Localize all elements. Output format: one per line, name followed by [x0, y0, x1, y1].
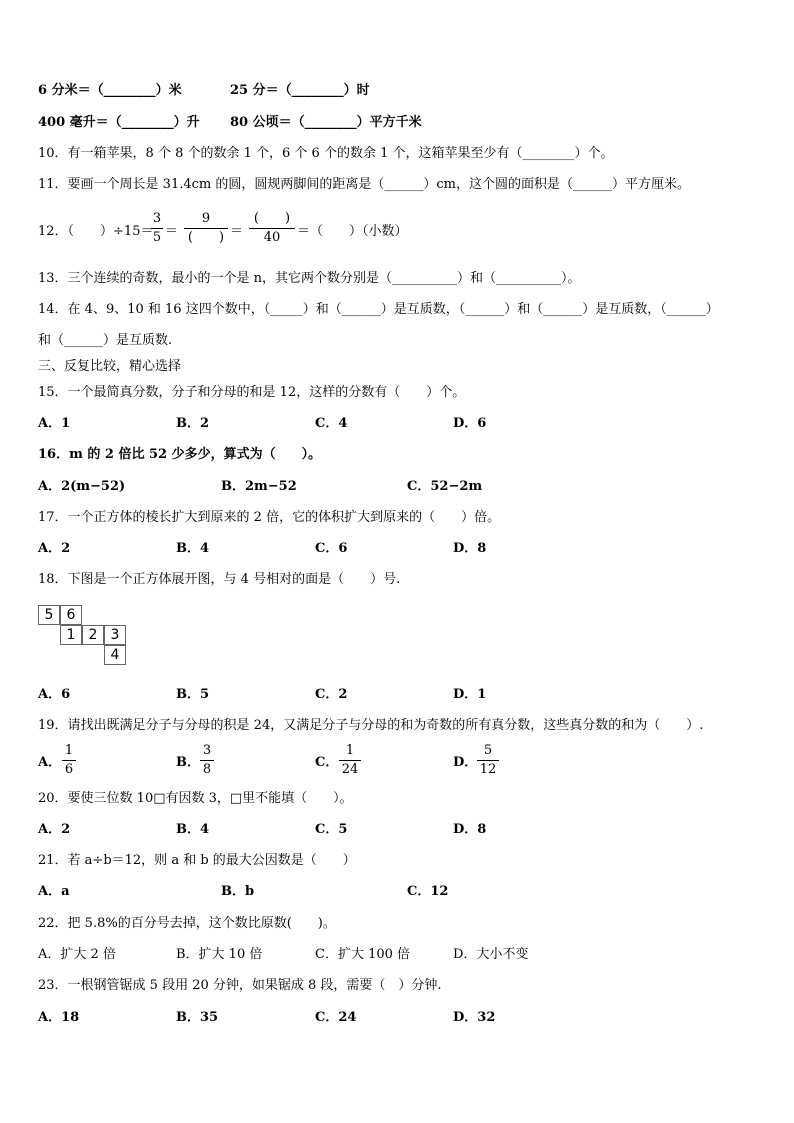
question-14-line-2: 和（______）是互质数.	[38, 333, 173, 348]
cube-face-6: 6	[60, 605, 82, 625]
q21-option-b: B．b	[221, 884, 255, 899]
question-19: 19．请找出既满足分子与分母的积是 24，又满足分子与分母的和为奇数的所有真分数，这些真分数的和为（ ）.	[38, 718, 704, 733]
q9-item-c: 400 毫升＝（________）升	[38, 115, 200, 130]
q18-option-a: A．6	[38, 687, 71, 702]
q23-option-b: B．35	[176, 1010, 219, 1025]
question-15: 15．一个最简真分数，分子和分母的和是 12，这样的分数有（ ）个。	[38, 385, 466, 400]
question-10: 10．有一箱苹果，8 个 8 个的数余 1 个，6 个 6 个的数余 1 个，这箱苹果至少有（________）个。	[38, 146, 614, 161]
q19-option-a-fraction: 1 6	[62, 743, 76, 778]
q12-equals-1: ＝	[165, 224, 179, 239]
cube-face-1: 1	[60, 625, 82, 645]
q18-option-c: C．2	[315, 687, 348, 702]
q15-option-a: A．1	[38, 416, 71, 431]
cube-net-diagram	[38, 605, 138, 671]
question-20: 20．要使三位数 10□有因数 3，□里不能填（ ）。	[38, 791, 353, 806]
q12-equals-2: ＝	[230, 224, 244, 239]
q15-option-d: D．6	[453, 416, 487, 431]
q17-option-a: A．2	[38, 541, 71, 556]
question-17: 17．一个正方体的棱长扩大到原来的 2 倍，它的体积扩大到原来的（ ）倍。	[38, 510, 501, 525]
q9-item-a: 6 分米＝（________）米	[38, 83, 182, 98]
q20-option-b: B．4	[176, 822, 210, 837]
question-12-prefix: 12．（ ）÷15＝	[38, 224, 154, 239]
cube-face-5: 5	[38, 605, 60, 625]
q23-option-c: C．24	[315, 1010, 357, 1025]
q15-option-b: B．2	[176, 416, 210, 431]
section-3-heading: 三、反复比较，精心选择	[38, 359, 182, 374]
q16-option-a: A．2(m−52)	[38, 479, 126, 494]
q17-option-c: C．6	[315, 541, 348, 556]
q15-option-c: C．4	[315, 416, 348, 431]
q20-option-a: A．2	[38, 822, 71, 837]
question-12-suffix: ＝（ ）（小数）	[297, 224, 408, 239]
q19-option-c-fraction: 1 24	[339, 743, 361, 778]
q17-option-d: D．8	[453, 541, 487, 556]
q16-option-b: B．2m−52	[221, 479, 297, 494]
q20-option-d: D．8	[453, 822, 487, 837]
q22-option-a: A．扩大 2 倍	[38, 947, 116, 962]
question-13: 13．三个连续的奇数，最小的一个是 n，其它两个数分别是（__________）和（__________）。	[38, 271, 581, 286]
q19-option-b-fraction: 3 8	[200, 743, 214, 778]
q16-option-c: C．52−2m	[407, 479, 483, 494]
q19-option-a-label: A．	[38, 755, 62, 770]
question-11: 11．要画一个周长是 31.4cm 的圆，圆规两脚间的距离是（______）cm，这个圆的面积是（______）平方厘米。	[38, 177, 690, 192]
q18-option-b: B．5	[176, 687, 210, 702]
question-22: 22．把 5.8%的百分号去掉，这个数比原数( )。	[38, 916, 336, 931]
q17-option-b: B．4	[176, 541, 210, 556]
q9-item-d: 80 公顷＝（________）平方千米	[230, 115, 422, 130]
q18-option-d: D．1	[453, 687, 487, 702]
q12-fraction-2: 9 ( )	[184, 211, 228, 246]
q21-option-a: A．a	[38, 884, 70, 899]
question-18: 18．下图是一个正方体展开图，与 4 号相对的面是（ ）号.	[38, 572, 401, 587]
cube-face-3: 3	[104, 625, 126, 645]
q22-option-c: C．扩大 100 倍	[315, 947, 411, 962]
q19-option-d-label: D．	[453, 755, 478, 770]
q19-option-b-label: B．	[176, 755, 200, 770]
q12-fraction-3: ( ) 40	[249, 211, 295, 246]
q23-option-d: D．32	[453, 1010, 496, 1025]
q23-option-a: A．18	[38, 1010, 80, 1025]
question-23: 23．一根钢管锯成 5 段用 20 分钟，如果锯成 8 段，需要（ ）分钟.	[38, 978, 442, 993]
q9-item-b: 25 分＝（________）时	[230, 83, 370, 98]
q22-option-b: B．扩大 10 倍	[176, 947, 263, 962]
q21-option-c: C．12	[407, 884, 449, 899]
q19-option-c-label: C．	[315, 755, 339, 770]
question-21: 21．若 a÷b＝12，则 a 和 b 的最大公因数是（ ）	[38, 853, 356, 868]
question-14-line-1: 14．在 4、9、10 和 16 这四个数中，（_____）和（______）是互质数，（______）和（______）是互质数，（______）	[38, 302, 719, 317]
cube-face-4: 4	[104, 645, 126, 665]
q12-fraction-1: 3 5	[152, 211, 162, 245]
question-16: 16．m 的 2 倍比 52 少多少，算式为（ ）。	[38, 447, 322, 462]
q22-option-d: D．大小不变	[453, 947, 529, 962]
q19-option-d-fraction: 5 12	[477, 743, 499, 778]
q20-option-c: C．5	[315, 822, 348, 837]
cube-face-2: 2	[82, 625, 104, 645]
